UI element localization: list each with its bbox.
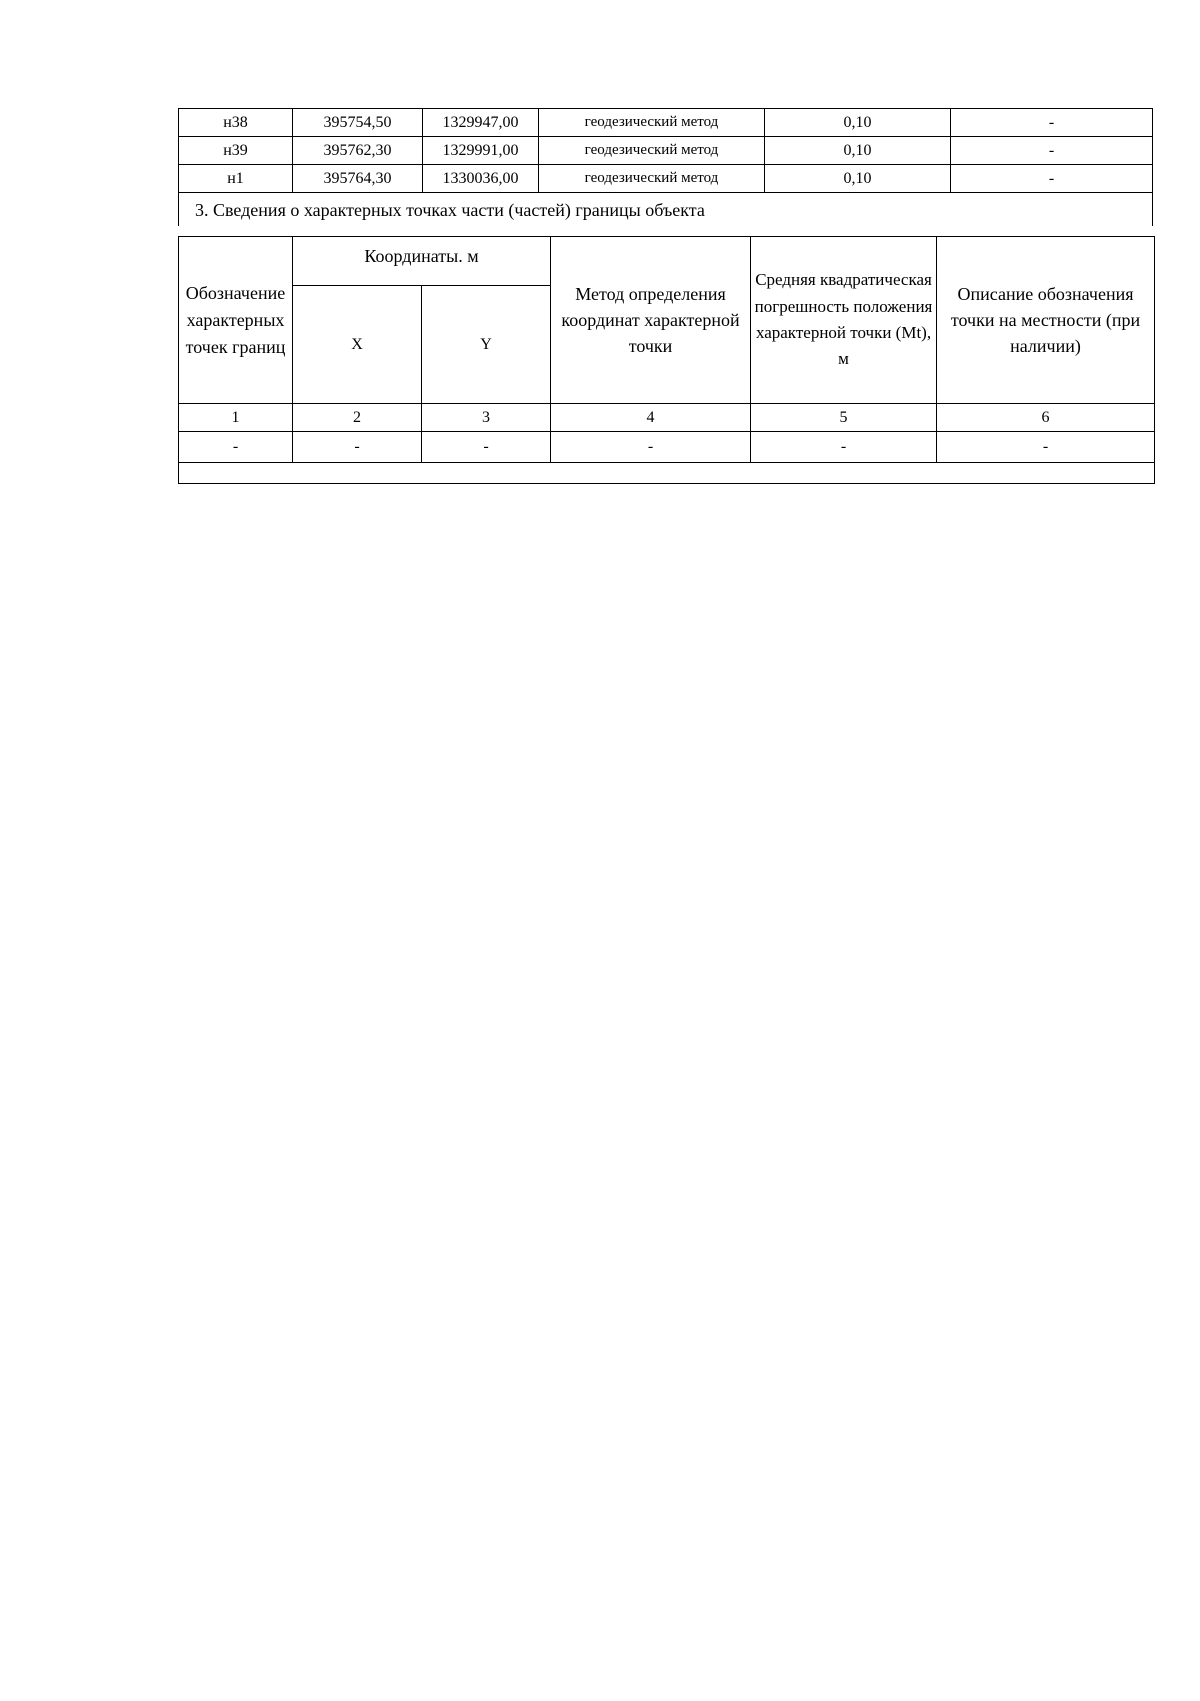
point-accuracy: 0,10 [765,137,951,165]
header-x: X [293,286,422,404]
empty-cell [179,463,1155,484]
table-row [179,432,1155,463]
point-accuracy: 0,10 [765,165,951,193]
header-description: Описание обозначения точки на местности (при наличии) [937,237,1155,404]
header-method: Метод определения координат характерной точки [551,237,751,404]
section3-title: 3. Сведения о характерных точках части (частей) границы объекта [179,193,1153,227]
table-cell: - [293,432,422,463]
point-y: 1329947,00 [423,109,539,137]
point-y: 1330036,00 [423,165,539,193]
point-accuracy: 0,10 [765,109,951,137]
point-method: геодезический метод [539,137,765,165]
point-method: геодезический метод [539,165,765,193]
section3-table [178,236,1155,484]
empty-row [179,463,1155,484]
column-numbers-row [179,404,1155,432]
point-x: 395754,50 [293,109,423,137]
table-row [179,137,1153,165]
point-method: геодезический метод [539,109,765,137]
header-y: Y [422,286,551,404]
point-description: - [951,137,1153,165]
table-row [179,165,1153,193]
table-row [179,109,1153,137]
point-description: - [951,165,1153,193]
table-cell: - [937,432,1155,463]
column-number: 3 [422,404,551,432]
table-cell: - [551,432,751,463]
header-coordinates: Координаты. м [293,237,551,286]
point-name: н1 [179,165,293,193]
header-row [179,237,1155,286]
point-name: н39 [179,137,293,165]
table-cell: - [179,432,293,463]
table-cell: - [751,432,937,463]
header-accuracy: Средняя квадратическая погрешность положения характерной точки (Mt), м [751,237,937,404]
point-name: н38 [179,109,293,137]
point-x: 395764,30 [293,165,423,193]
point-description: - [951,109,1153,137]
column-number: 6 [937,404,1155,432]
column-number: 4 [551,404,751,432]
point-y: 1329991,00 [423,137,539,165]
points-table [178,108,1153,226]
point-x: 395762,30 [293,137,423,165]
table-cell: - [422,432,551,463]
column-number: 2 [293,404,422,432]
header-designation: Обозначение характерных точек границ [179,237,293,404]
column-number: 5 [751,404,937,432]
column-number: 1 [179,404,293,432]
